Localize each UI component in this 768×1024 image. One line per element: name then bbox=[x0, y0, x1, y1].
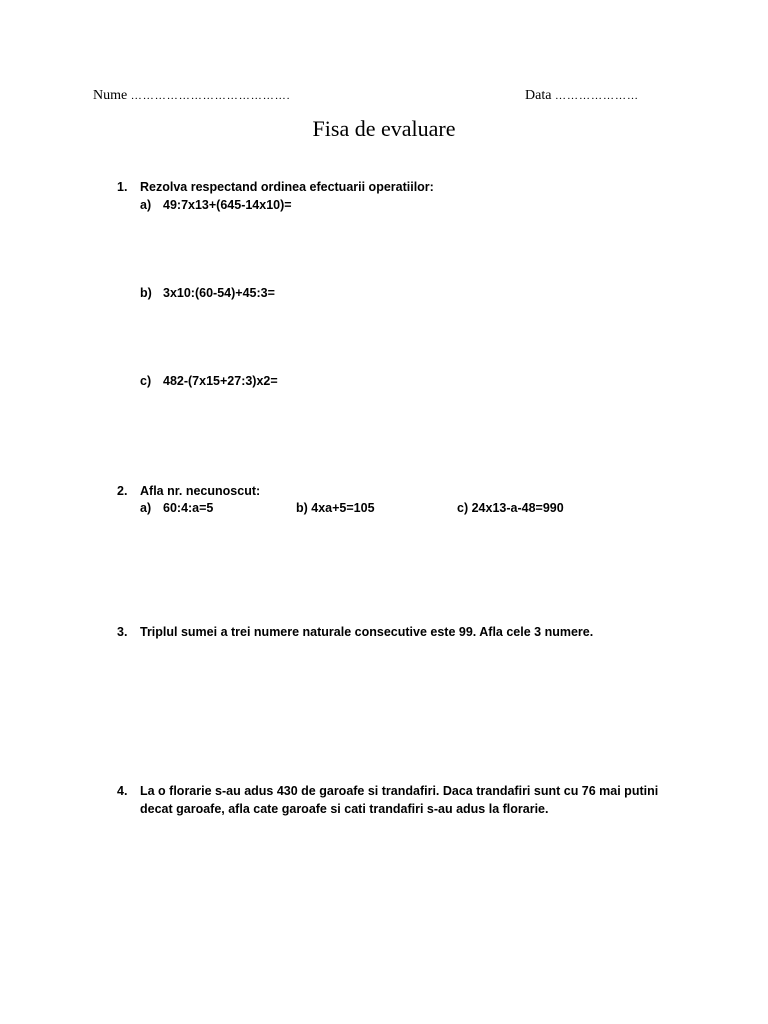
question-2b-equation: b) 4xa+5=105 bbox=[296, 501, 375, 515]
name-blank-line: …………………………………. bbox=[130, 90, 291, 102]
question-1-text: Rezolva respectand ordinea efectuarii operatiilor: bbox=[140, 180, 434, 194]
question-1c-expression: 482-(7x15+27:3)x2= bbox=[163, 374, 278, 388]
date-label: Data bbox=[525, 88, 552, 103]
date-field bbox=[525, 88, 639, 104]
question-3-text: Triplul sumei a trei numere naturale consecutive este 99. Afla cele 3 numere. bbox=[140, 625, 594, 639]
date-blank-line: ………………… bbox=[554, 90, 639, 102]
question-1a-expression: 49:7x13+(645-14x10)= bbox=[163, 198, 292, 212]
question-2-number: 2. bbox=[117, 484, 128, 498]
question-1a-label: a) bbox=[140, 198, 152, 212]
question-2-text: Afla nr. necunoscut: bbox=[140, 484, 261, 498]
question-2a-label: a) bbox=[140, 501, 152, 515]
question-4-text-line-1: La o florarie s-au adus 430 de garoafe si trandafiri. Daca trandafiri sunt cu 76 mai putini bbox=[140, 784, 659, 798]
question-1b-expression: 3x10:(60-54)+45:3= bbox=[163, 286, 275, 300]
question-1b-label: b) bbox=[140, 286, 152, 300]
question-1c-label: c) bbox=[140, 374, 152, 388]
question-2a-equation: 60:4:a=5 bbox=[163, 501, 214, 515]
question-1-number: 1. bbox=[117, 180, 128, 194]
question-2c-equation: c) 24x13-a-48=990 bbox=[457, 501, 564, 515]
name-field bbox=[93, 88, 290, 104]
question-4-number: 4. bbox=[117, 784, 128, 798]
page-title: Fisa de evaluare bbox=[312, 116, 456, 141]
question-4-text-line-2: decat garoafe, afla cate garoafe si cati trandafiri s-au adus la florarie. bbox=[140, 802, 549, 816]
name-label: Nume bbox=[93, 88, 128, 103]
question-3-number: 3. bbox=[117, 625, 128, 639]
